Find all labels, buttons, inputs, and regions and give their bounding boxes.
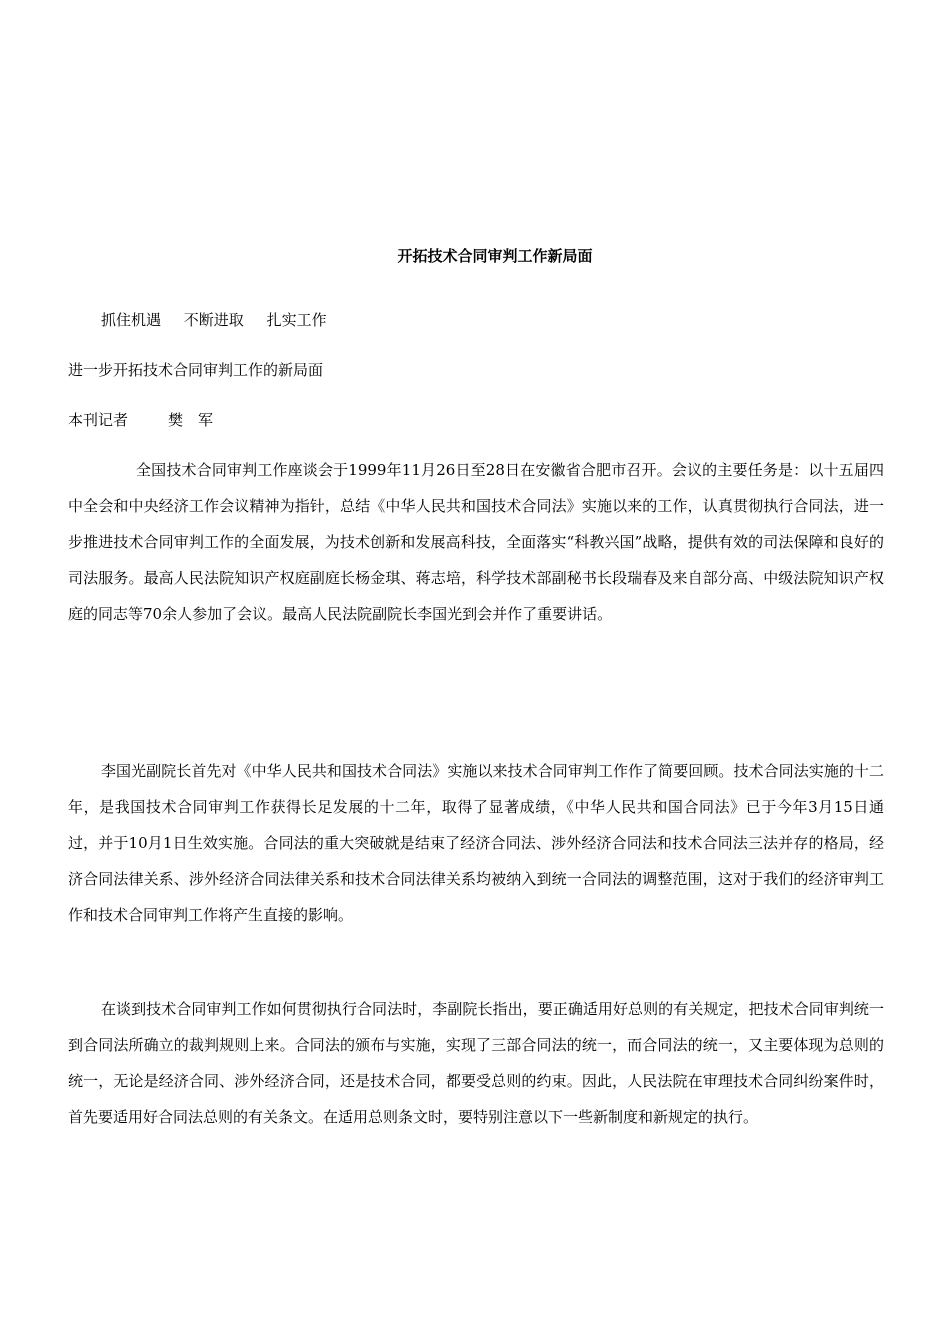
slogan-line [101,308,345,332]
slogan-phrase: 不断进取 [183,311,244,329]
body-paragraph: 李国光副院长首先对《中华人民共和国技术合同法》实施以来技术合同审判工作作了简要回顾。技术合同法实施的十二年，是我国技术合同审判工作获得长足发展的十二年，取得了显著成绩，《中华人民共和国合同法》已于今年3月15日通过，并于10月1日生效实施。合同法的重大突破就是结束了经济合同法、涉外经济合同法和技术合同法三法并存的格局，经济合同法律关系、涉外经济合同法律关系和技术合同法律关系均被纳入到统一合同法的调整范围，这对于我们的经济审判工作和技术合同审判工作将产生直接的影响。 [68,762,884,924]
slogan-phrase: 抓住机遇 [101,311,162,329]
body-paragraph: 全国技术合同审判工作座谈会于1999年11月26日至28日在安徽省合肥市召开。会议的主要任务是：以十五届四中全会和中央经济工作会议精神为指针，总结《中华人民共和国技术合同法》实施以来的工作，认真贯彻执行合同法，进一步推进技术合同审判工作的全面发展，为技术创新和发展高科技，全面落实“科教兴国”战略，提供有效的司法保障和良好的司法服务。最高人民法院知识产权庭副庭长杨金琪、蒋志培，科学技术部副秘书长段瑞春及来自部分高、中级法院知识产权庭的同志等70余人参加了会议。最高人民法院副院长李国光到会并作了重要讲话。 [68,461,884,623]
byline [68,408,213,432]
byline-label: 本刊记者 [68,411,129,429]
body-paragraph: 在谈到技术合同审判工作如何贯彻执行合同法时，李副院长指出，要正确适用好总则的有关规定，把技术合同审判统一到合同法所确立的裁判规则上来。合同法的颁布与实施，实现了三部合同法的统一，而合同法的统一，又主要体现为总则的统一，无论是经济合同、涉外经济合同，还是技术合同，都要受总则的约束。因此，人民法院在审理技术合同纠纷案件时，首先要适用好合同法总则的有关条文。在适用总则条文时，要特别注意以下一些新制度和新规定的执行。 [68,1000,884,1126]
document-subtitle: 进一步开拓技术合同审判工作的新局面 [68,361,324,379]
byline-author: 樊 军 [168,411,214,429]
slogan-phrase: 扎实工作 [266,311,327,329]
document-title: 开拓技术合同审判工作新局面 [397,247,593,265]
